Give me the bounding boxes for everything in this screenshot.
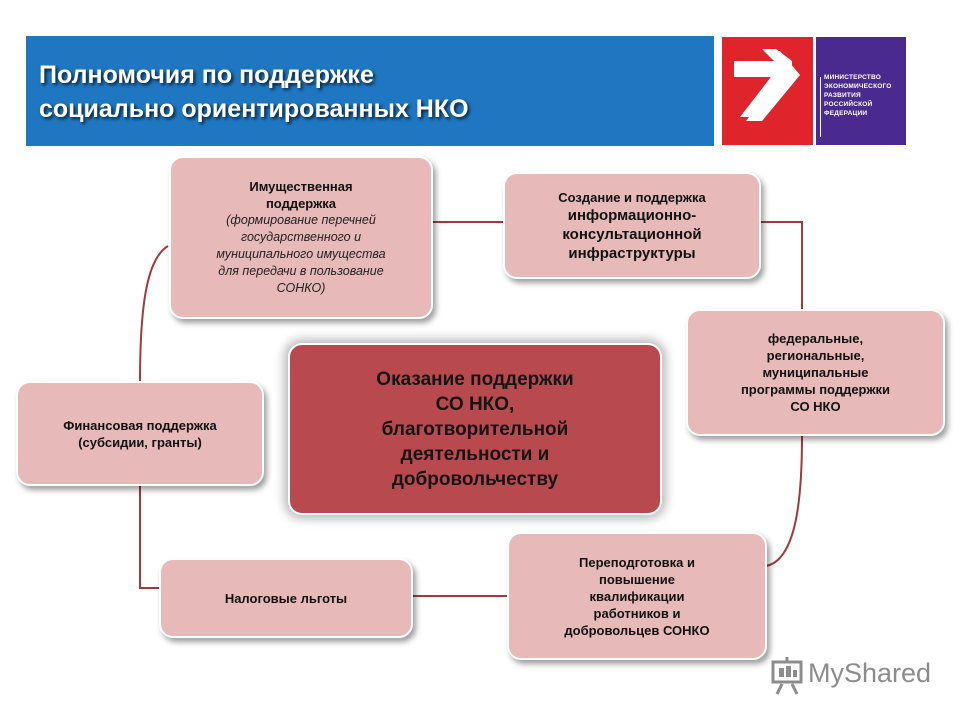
property-desc-4: для передачи в пользование: [218, 264, 384, 278]
programs-line-2: региональные,: [766, 348, 865, 363]
central-node: [288, 343, 662, 515]
info-line-1: Создание и поддержка: [558, 189, 706, 205]
property-desc-5: СОНКО): [276, 281, 326, 295]
property-desc-2: государственного и: [240, 230, 362, 244]
training-line-2: повышение: [598, 571, 676, 587]
property-desc-1: (формирование перечней: [226, 213, 376, 227]
node-info-infrastructure: [503, 172, 761, 279]
ministry-line-2: ЭКОНОМИЧЕСКОГО: [824, 83, 892, 90]
watermark: [768, 654, 938, 698]
center-line-2: СО НКО,: [435, 393, 515, 415]
ministry-line-5: ФЕДЕРАЦИИ: [824, 110, 868, 117]
training-line-4: работников и: [593, 605, 681, 621]
programs-line-1: федеральные,: [767, 331, 864, 346]
programs-line-4: программы поддержки: [740, 382, 891, 397]
connector-programs-training: [766, 436, 802, 566]
presentation-board-icon: [770, 656, 804, 696]
property-title-1: Имущественная: [249, 179, 353, 194]
info-line-3: консультационной: [562, 225, 702, 243]
node-training: [507, 532, 767, 660]
watermark-text: MyShared: [808, 658, 932, 688]
programs-line-5: СО НКО: [790, 399, 841, 414]
title-line-2: социально ориентированных НКО: [39, 95, 469, 123]
property-title-2: поддержка: [265, 196, 337, 211]
node-support-programs: [686, 309, 945, 436]
connector-financial-property: [140, 246, 168, 382]
center-line-3: благотворительной: [381, 418, 569, 440]
center-line-5: добровольчеству: [391, 468, 559, 490]
ministry-line-4: РОССИЙСКОЙ: [824, 101, 873, 108]
center-line-1: Оказание поддержки: [376, 368, 574, 390]
tax-label: Налоговые льготы: [224, 590, 348, 606]
training-line-3: квалификации: [589, 588, 685, 604]
financial-line-1: Финансовая поддержка: [63, 417, 217, 433]
ministry-line-3: РАЗВИТИЯ: [824, 92, 861, 99]
property-desc-3: муниципального имущества: [216, 247, 386, 261]
programs-line-3: муниципальные: [762, 365, 869, 380]
node-financial-support: [16, 381, 264, 486]
training-line-5: добровольцев СОНКО: [564, 622, 710, 638]
info-line-4: инфраструктуры: [568, 244, 696, 262]
connector-info-programs: [760, 222, 802, 310]
financial-line-2: (субсидии, гранты): [78, 434, 202, 450]
connector-tax-financial: [140, 486, 160, 588]
node-property-support: [169, 156, 433, 319]
info-line-2: информационно-: [567, 206, 697, 224]
ministry-line-1: МИНИСТЕРСТВО: [824, 74, 881, 81]
center-line-4: деятельности и: [400, 443, 550, 465]
node-tax-benefits: [159, 558, 413, 638]
training-line-1: Переподготовка и: [579, 554, 695, 570]
title-line-1: Полномочия по поддержке: [39, 61, 374, 89]
